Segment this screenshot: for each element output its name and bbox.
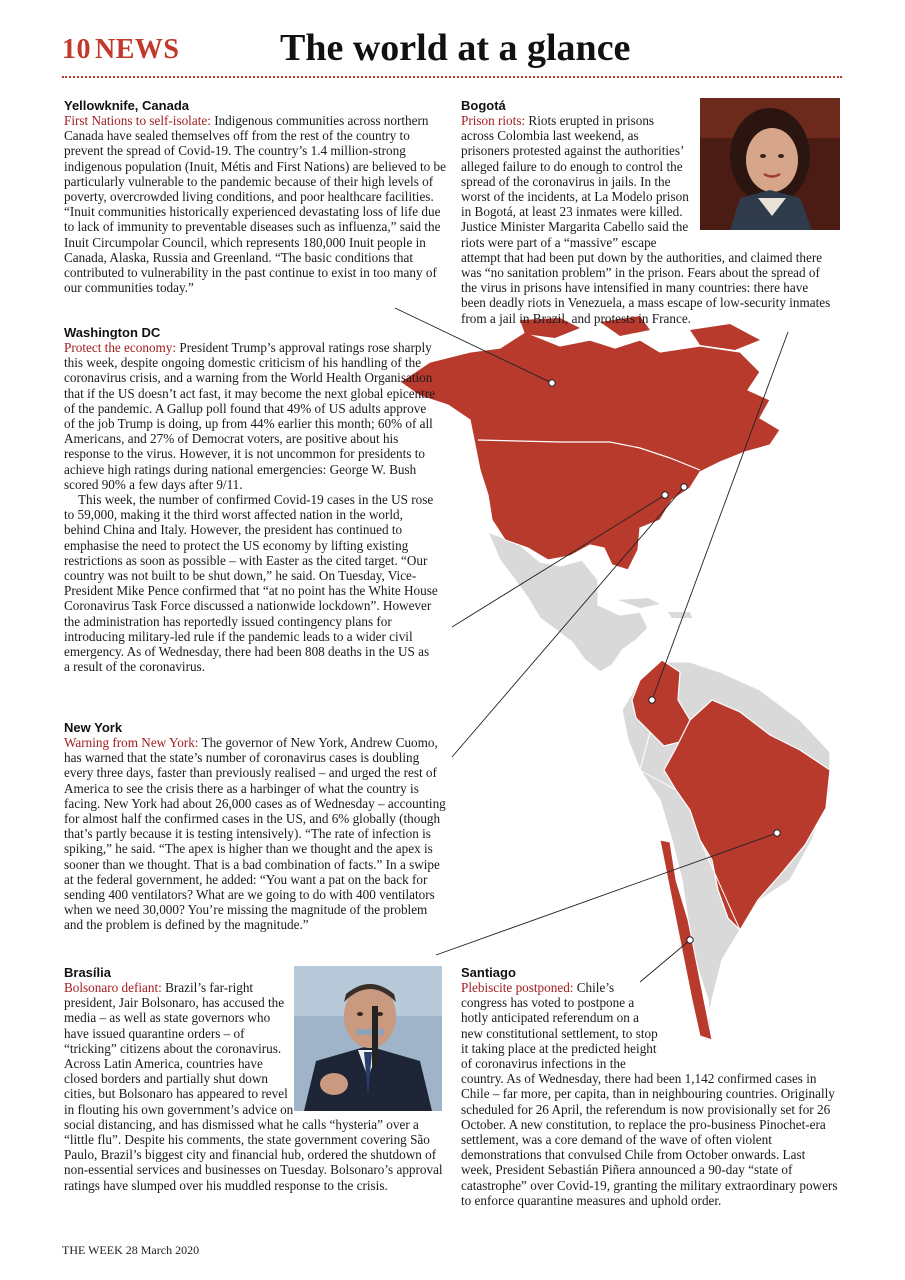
story-headline: Plebiscite postponed:	[461, 980, 574, 995]
story-brasilia	[64, 965, 446, 1193]
story-body: President Trump’s approval ratings rose sharply this week, despite ongoing domestic criticism of his handling of the coronavirus crisis, and a warning from the World Health Organisation that if the US doesn’t act fast, it may become the next global epicentre of the pandemic. A Gallup poll found that 49% of US adults approve of the job Trump is doing, up from 44% earlier this month; 60% of all Americans, and 27% of Democrat voters, are positive about his response to the virus. However, it is not uncommon for presidents to achieve high ratings during national emergencies: George W. Bush scored 90% a few days after 9/11.	[64, 340, 436, 492]
story-body: The governor of New York, Andrew Cuomo, has warned that the state’s number of coronavirus cases is doubling every three days, faster than previously realised – and urged the rest of America to see the crisis there as a harbinger of what the country is facing. New York had about 26,000 cases as of Wednesday – accounting for almost half the confirmed cases in the US, and 6% globally (though that’s partly because it is testing intensively). “The rate of infection is spiking,” he said. “The apex is higher than we thought and the apex is sooner than we thought. That is a bad combination of facts.” In a swipe at the federal government, he added: “You want a pat on the back for sending 400 ventilators? What are we going to do with 400 ventilators when we need 30,000? You’re missing the magnitude of the problem and the problem is defined by the magnitude.”	[64, 735, 446, 933]
story-body: Chile’s congress has voted to postpone a hotly anticipated referendum on a new constitutional settlement, to stop it taking place at the predicted height of coronavirus infections in the country. As of Wednesday, there had been 1,142 confirmed cases in Chile – far more, per capita, than in neighbouring countries. Originally scheduled for 26 April, the referendum is now provisionally set for 26 October. A new constitution, to replace the pro-business Pinochet-era settlement, was a core demand of the wave of often violent demonstrations that convulsed Chile from October onwards. Last week, President Sebastián Piñera announced a 90-day “state of catastrophe” over Covid-19, granting the military extraordinary powers to enforce quarantine measures and uphold order.	[461, 980, 838, 1208]
story-place: Yellowknife, Canada	[64, 98, 189, 113]
photo-float-space	[294, 980, 446, 1108]
story-place: Bogotá	[461, 98, 506, 113]
marker-washington	[662, 492, 668, 498]
story-headline: Protect the economy:	[64, 340, 177, 355]
photo-float-space	[690, 113, 836, 245]
map-float-space	[659, 980, 839, 1058]
section-label: NEWS	[95, 34, 180, 65]
story-body: Riots erupted in prisons across Colombia last weekend, as prisoners protested against the authorities’ alleged failure to do enough to control the spread of the coronavirus in jails. In the worst of the incidents, at La Modelo prison in Bogotá, at least 23 inmates were killed. Justice Minister Margarita Cabello said the riots were part of a “massive” escape attempt that had been put down by the authorities, and claimed there was “no sanitation problem” in the prison. Fears about the spread of the virus in prisons have intensified in many countries: there have been deadly riots in Venezuela, a mass escape of low-security inmates from a jail in Brazil, and protests in France.	[461, 113, 831, 326]
story-santiago	[461, 965, 839, 1208]
story-yellowknife	[64, 98, 446, 295]
marker-newyork	[681, 484, 687, 490]
story-body: Brazil’s far-right president, Jair Bolsonaro, has accused the media – as well as state governors who have issued quarantine orders – of “tricking” citizens about the coronavirus. Across Latin America, countries have closed borders and partially shut down cities, but Bolsonaro has appeared to revel in flouting his own government’s advice on social distancing, and has dismissed what he calls “hysteria” over a “little flu”. Despite his comments, the state government covering São Paulo, Brazil’s biggest city and financial hub, ordered the shutdown of non-essential services and businesses on Tuesday. Bolsonaro’s approval ratings have slumped over his muddled response to the crisis.	[64, 980, 443, 1193]
story-body: Indigenous communities across northern Canada have sealed themselves off from the rest of the country to prevent the spread of Covid-19. The country’s 1.4 million-strong indigenous population (Inuit, Métis and First Nations) are believed to be particularly vulnerable to the pandemic because of their high levels of poverty, overcrowded living conditions, and poor healthcare facilities. “Inuit communities historically experienced devastating loss of life due to lack of immunity to preventable diseases such as influenza,” said the Inuit Circumpolar Council, which represents 180,000 Inuit people in Canada, Alaska, Russia and Greenland. “The basic conditions that contributed to vulnerability in the past continue to exist in too many of our communities today.”	[64, 113, 446, 296]
story-bogota	[461, 98, 836, 326]
marker-bogota	[649, 697, 655, 703]
story-headline: Prison riots:	[461, 113, 526, 128]
marker-brasilia	[774, 830, 780, 836]
page-title: The world at a glance	[280, 27, 631, 69]
marker-yellowknife	[549, 380, 555, 386]
story-newyork	[64, 720, 446, 933]
story-body-continued: This week, the number of confirmed Covid-19 cases in the US rose to 59,000, making it the third worst affected nation in the world, behind China and Italy. However, the president has continued to emphasise the need to protect the US economy by lifting existing restrictions as soon as possible – with Easter as the cited target. “Our country was not built to be shut down,” he said. On Tuesday, Vice-President Mike Pence confirmed that “at no point has the White House Coronavirus Task Force discussed a nationwide lockdown”. However the administration has reportedly issued contingency plans for introducing military-led rule if the pandemic leads to a wider civil emergency. As of Wednesday, there had been 808 deaths in the US as a result of the coronavirus.	[64, 492, 438, 675]
footer-publication: THE WEEK 28 March 2020	[62, 1243, 200, 1257]
caribbean-islands	[618, 598, 660, 608]
north-america-highlight	[400, 332, 780, 570]
story-headline: Bolsonaro defiant:	[64, 980, 162, 995]
marker-santiago	[687, 937, 693, 943]
story-place: Washington DC	[64, 325, 161, 340]
story-place: Santiago	[461, 965, 516, 980]
story-place: Brasília	[64, 965, 111, 980]
story-headline: First Nations to self-isolate:	[64, 113, 211, 128]
page-number: 10	[62, 34, 91, 65]
story-washington	[64, 325, 438, 674]
story-place: New York	[64, 720, 123, 735]
caribbean-islands-2	[668, 612, 692, 618]
story-headline: Warning from New York:	[64, 735, 199, 750]
